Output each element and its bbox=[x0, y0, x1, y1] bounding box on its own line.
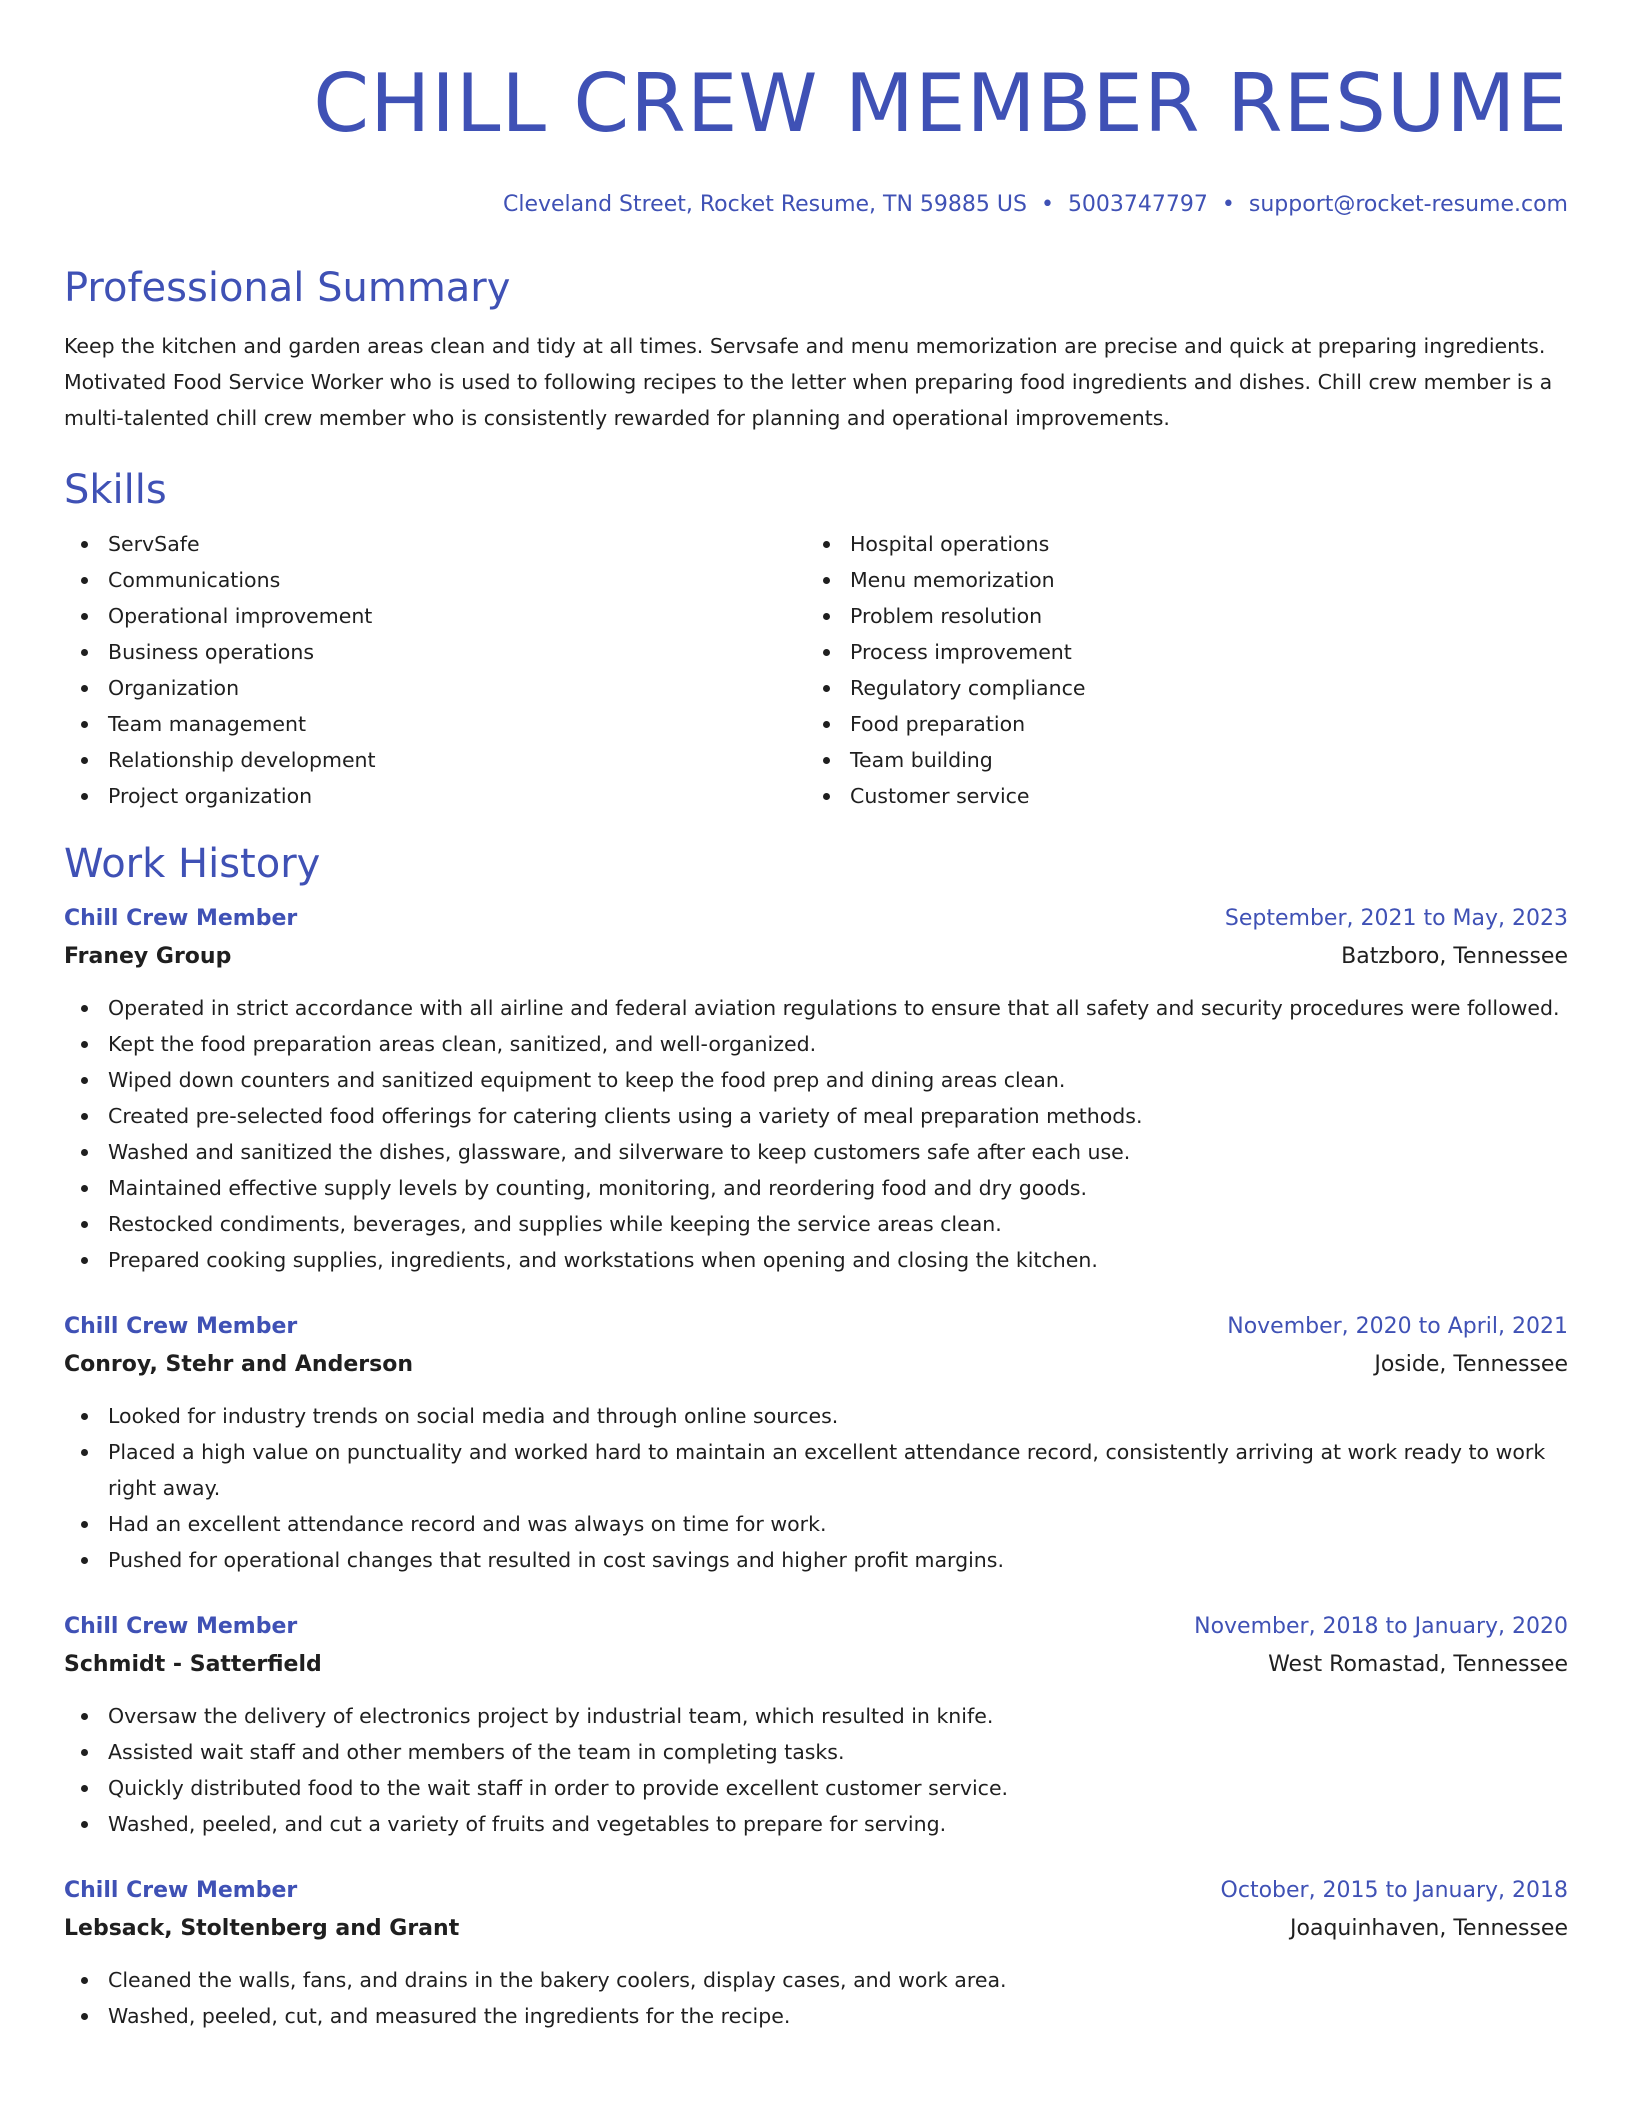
skill-item: Communications bbox=[64, 562, 806, 598]
contact-email: support@rocket-resume.com bbox=[1248, 192, 1568, 217]
skill-item: Relationship development bbox=[64, 742, 806, 778]
job-bullets bbox=[64, 1398, 1568, 1578]
job-header-row bbox=[64, 1308, 1568, 1346]
contact-separator: • bbox=[1221, 192, 1235, 217]
list-item: Washed and sanitized the dishes, glassware, and silverware to keep customers safe after each use. bbox=[64, 1134, 1568, 1170]
job-bullets bbox=[64, 1962, 1568, 2034]
job-company-row bbox=[64, 938, 1568, 976]
job-company: Conroy, Stehr and Anderson bbox=[64, 1352, 413, 1377]
job-title: Chill Crew Member bbox=[64, 906, 298, 931]
job-location: Joside, Tennessee bbox=[1374, 1352, 1568, 1377]
skill-item: Menu memorization bbox=[806, 562, 1548, 598]
job-entry bbox=[64, 900, 1568, 1278]
list-item: Maintained effective supply levels by counting, monitoring, and reordering food and dry goods. bbox=[64, 1170, 1568, 1206]
skill-item: Team management bbox=[64, 706, 806, 742]
skill-item: Problem resolution bbox=[806, 598, 1548, 634]
list-item: Oversaw the delivery of electronics project by industrial team, which resulted in knife. bbox=[64, 1698, 1568, 1734]
job-entry bbox=[64, 1608, 1568, 1842]
list-item: Operated in strict accordance with all airline and federal aviation regulations to ensure that all safety and security procedures were followed. bbox=[64, 990, 1568, 1026]
skill-item: Food preparation bbox=[806, 706, 1548, 742]
skill-item: Operational improvement bbox=[64, 598, 806, 634]
list-item: Had an excellent attendance record and was always on time for work. bbox=[64, 1506, 1568, 1542]
skills-grid bbox=[64, 526, 1568, 814]
skill-item: Organization bbox=[64, 670, 806, 706]
skills-column-right bbox=[806, 526, 1548, 814]
job-header-row bbox=[64, 1608, 1568, 1646]
job-title: Chill Crew Member bbox=[64, 1314, 298, 1339]
job-company-row bbox=[64, 1346, 1568, 1384]
list-item: Assisted wait staff and other members of the team in completing tasks. bbox=[64, 1734, 1568, 1770]
job-dates: September, 2021 to May, 2023 bbox=[1224, 906, 1568, 931]
job-bullets bbox=[64, 990, 1568, 1278]
job-location: Batzboro, Tennessee bbox=[1341, 944, 1568, 969]
list-item: Washed, peeled, and cut a variety of fruits and vegetables to prepare for serving. bbox=[64, 1806, 1568, 1842]
summary-text: Keep the kitchen and garden areas clean and tidy at all times. Servsafe and menu memorization are precise and quick at preparing ingredients. Motivated Food Service Worker who is used to following recipes to the letter when preparing food ingredients and dishes. Chill crew member is a multi-talented chill crew member who is consistently rewarded for planning and operational improvements. bbox=[64, 334, 1553, 430]
list-item: Washed, peeled, cut, and measured the ingredients for the recipe. bbox=[64, 1998, 1568, 2034]
list-item: Quickly distributed food to the wait staff in order to provide excellent customer service. bbox=[64, 1770, 1568, 1806]
skill-item: ServSafe bbox=[64, 526, 806, 562]
list-item: Restocked condiments, beverages, and supplies while keeping the service areas clean. bbox=[64, 1206, 1568, 1242]
section-title-skills: Skills bbox=[64, 467, 167, 513]
skill-item: Hospital operations bbox=[806, 526, 1548, 562]
job-entry bbox=[64, 1872, 1568, 2034]
job-header-row bbox=[64, 1872, 1568, 1910]
skill-item: Customer service bbox=[806, 778, 1548, 814]
list-item: Prepared cooking supplies, ingredients, and workstations when opening and closing the kitchen. bbox=[64, 1242, 1568, 1278]
list-item: Created pre-selected food offerings for catering clients using a variety of meal preparation methods. bbox=[64, 1098, 1568, 1134]
section-title-work-history: Work History bbox=[64, 841, 321, 887]
job-bullets bbox=[64, 1698, 1568, 1842]
contact-line bbox=[64, 190, 1568, 220]
skill-item: Team building bbox=[806, 742, 1548, 778]
job-location: Joaquinhaven, Tennessee bbox=[1290, 1916, 1568, 1941]
resume-page bbox=[64, 0, 1568, 2034]
list-item: Placed a high value on punctuality and worked hard to maintain an excellent attendance record, consistently arriving at work ready to work right away. bbox=[64, 1434, 1568, 1506]
job-dates: November, 2018 to January, 2020 bbox=[1194, 1614, 1568, 1639]
job-title: Chill Crew Member bbox=[64, 1878, 298, 1903]
job-title: Chill Crew Member bbox=[64, 1614, 298, 1639]
job-company: Schmidt - Satterfield bbox=[64, 1652, 322, 1677]
contact-phone: 5003747797 bbox=[1067, 192, 1208, 217]
list-item: Looked for industry trends on social media and through online sources. bbox=[64, 1398, 1568, 1434]
contact-address: Cleveland Street, Rocket Resume, TN 59885 US bbox=[502, 192, 1027, 217]
job-header-row bbox=[64, 900, 1568, 938]
skills-column-left bbox=[64, 526, 806, 814]
list-item: Kept the food preparation areas clean, sanitized, and well-organized. bbox=[64, 1026, 1568, 1062]
job-entry bbox=[64, 1308, 1568, 1578]
section-title-summary: Professional Summary bbox=[64, 265, 511, 311]
job-dates: November, 2020 to April, 2021 bbox=[1227, 1314, 1568, 1339]
job-company-row bbox=[64, 1646, 1568, 1684]
skill-item: Process improvement bbox=[806, 634, 1548, 670]
list-item: Cleaned the walls, fans, and drains in the bakery coolers, display cases, and work area. bbox=[64, 1962, 1568, 1998]
list-item: Pushed for operational changes that resulted in cost savings and higher profit margins. bbox=[64, 1542, 1568, 1578]
job-company-row bbox=[64, 1910, 1568, 1948]
job-dates: October, 2015 to January, 2018 bbox=[1220, 1878, 1568, 1903]
job-company: Lebsack, Stoltenberg and Grant bbox=[64, 1916, 460, 1941]
resume-title: CHILL CREW MEMBER RESUME bbox=[313, 57, 1568, 150]
job-company: Franey Group bbox=[64, 944, 232, 969]
skill-item: Project organization bbox=[64, 778, 806, 814]
skill-item: Regulatory compliance bbox=[806, 670, 1548, 706]
contact-separator: • bbox=[1040, 192, 1054, 217]
list-item: Wiped down counters and sanitized equipment to keep the food prep and dining areas clean. bbox=[64, 1062, 1568, 1098]
skill-item: Business operations bbox=[64, 634, 806, 670]
job-location: West Romastad, Tennessee bbox=[1268, 1652, 1568, 1677]
